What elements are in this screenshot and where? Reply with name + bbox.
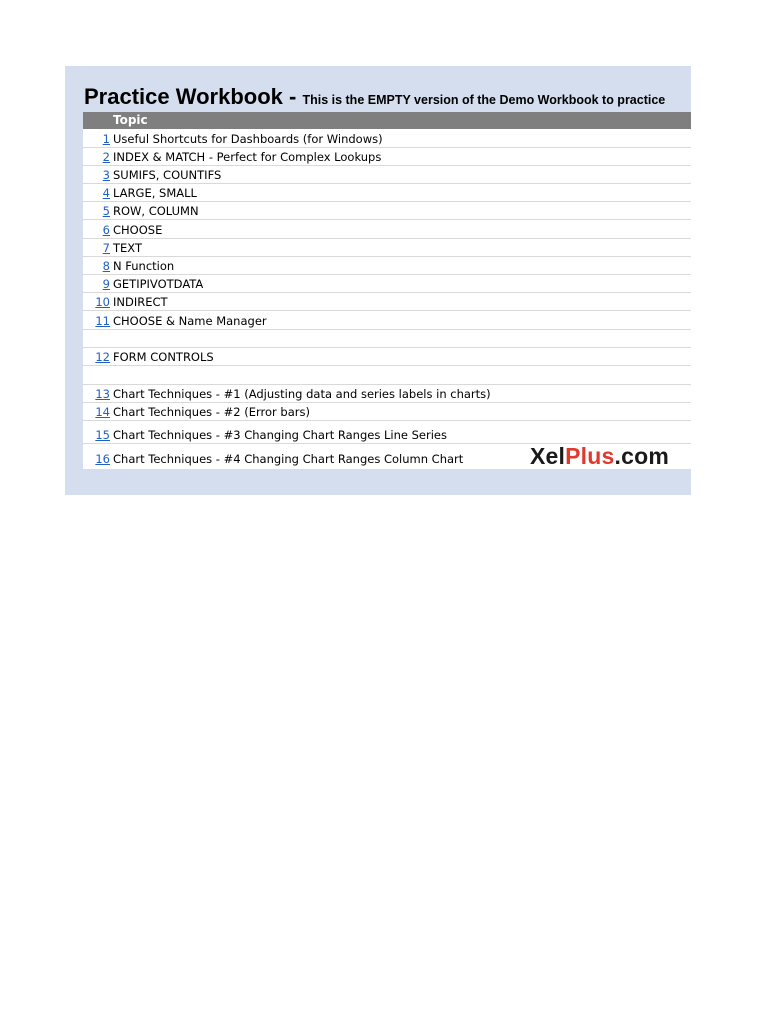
title-main: Practice Workbook — [84, 84, 283, 109]
topic-table — [83, 129, 691, 469]
table-row — [83, 403, 691, 421]
topic-label: Chart Techniques - #3 Changing Chart Ranges Line Series — [113, 428, 447, 442]
table-header — [83, 112, 691, 129]
topic-label: INDEX & MATCH - Perfect for Complex Lookups — [113, 150, 382, 164]
table-row — [83, 129, 691, 148]
topic-link-number[interactable]: 11 — [95, 314, 110, 328]
table-row — [83, 293, 691, 311]
title-subtitle: This is the EMPTY version of the Demo Workbook to practice — [302, 93, 666, 107]
topic-label: Useful Shortcuts for Dashboards (for Windows) — [113, 132, 383, 146]
topic-label: Chart Techniques - #2 (Error bars) — [113, 405, 310, 419]
topic-label: N Function — [113, 259, 175, 273]
table-row — [83, 239, 691, 257]
topic-link-number[interactable]: 7 — [102, 241, 110, 255]
table-row — [83, 220, 691, 239]
table-row — [83, 385, 691, 403]
logo-part-xel: Xel — [530, 443, 566, 469]
topic-column-header: Topic — [113, 113, 148, 127]
table-row — [83, 421, 691, 444]
topic-label: Chart Techniques - #4 Changing Chart Ranges Column Chart — [113, 452, 464, 466]
topic-label: FORM CONTROLS — [113, 350, 214, 364]
topic-label: TEXT — [113, 241, 142, 255]
topic-link-number[interactable]: 1 — [102, 132, 110, 146]
xelplus-logo — [530, 442, 669, 470]
table-row-empty — [83, 366, 691, 385]
topic-link-number[interactable]: 2 — [102, 150, 110, 164]
topic-link-number[interactable]: 8 — [102, 259, 110, 273]
table-row — [83, 348, 691, 366]
topic-link-number[interactable]: 5 — [102, 204, 110, 218]
page-title — [84, 84, 691, 114]
topic-link-number[interactable]: 15 — [95, 428, 110, 442]
topic-link-number[interactable]: 13 — [95, 387, 110, 401]
topic-link-number[interactable]: 12 — [95, 350, 110, 364]
table-row-empty — [83, 330, 691, 348]
topic-label: INDIRECT — [113, 295, 168, 309]
topic-link-number[interactable]: 14 — [95, 405, 110, 419]
table-row — [83, 166, 691, 184]
topic-link-number[interactable]: 10 — [95, 295, 110, 309]
topic-link-number[interactable]: 4 — [102, 186, 110, 200]
table-row — [83, 202, 691, 220]
table-row — [83, 148, 691, 166]
topic-label: GETIPIVOTDATA — [113, 277, 204, 291]
table-row — [83, 257, 691, 275]
title-separator: - — [282, 84, 303, 109]
topic-label: Chart Techniques - #1 (Adjusting data and series labels in charts) — [113, 387, 491, 401]
topic-label: CHOOSE & Name Manager — [113, 314, 267, 328]
table-row — [83, 184, 691, 202]
table-row — [83, 275, 691, 293]
table-row — [83, 311, 691, 330]
topic-link-number[interactable]: 3 — [102, 168, 110, 182]
logo-part-com: .com — [614, 443, 669, 469]
topic-link-number[interactable]: 16 — [95, 452, 110, 466]
topic-label: CHOOSE — [113, 223, 163, 237]
topic-label: LARGE, SMALL — [113, 186, 197, 200]
topic-link-number[interactable]: 9 — [102, 277, 110, 291]
logo-part-plus: Plus — [565, 443, 615, 469]
topic-label: SUMIFS, COUNTIFS — [113, 168, 222, 182]
topic-label: ROW, COLUMN — [113, 204, 199, 218]
topic-link-number[interactable]: 6 — [102, 223, 110, 237]
